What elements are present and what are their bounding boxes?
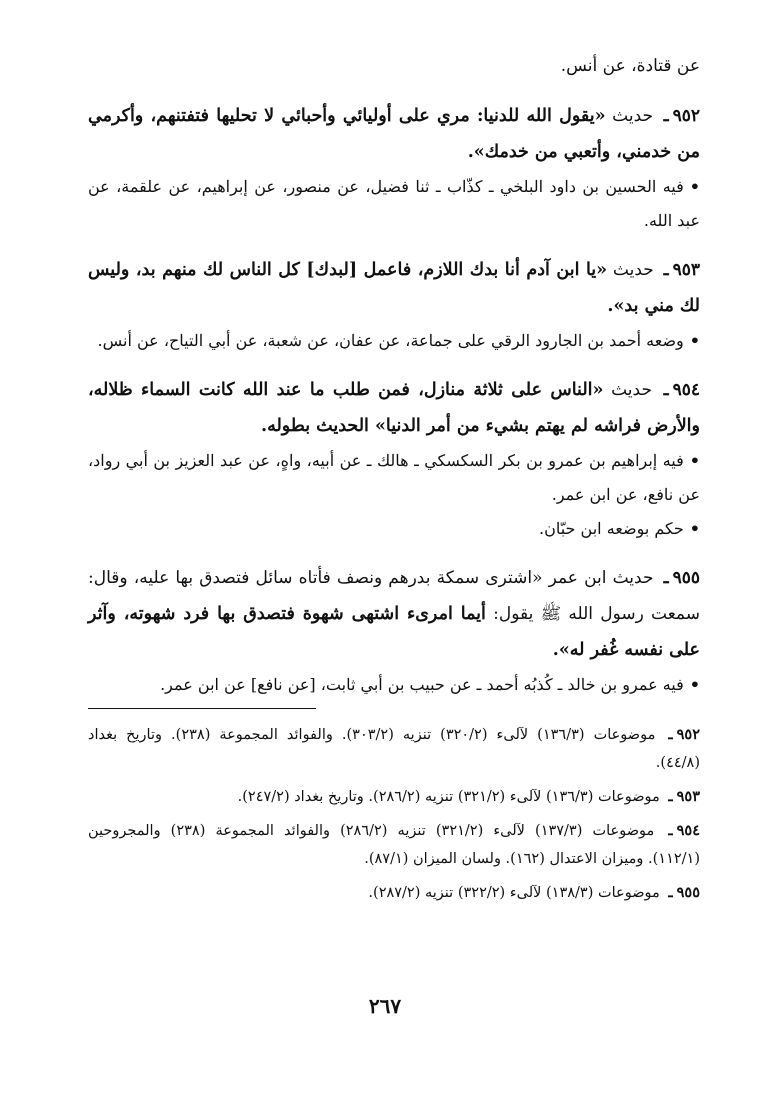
entry-note bbox=[88, 444, 700, 512]
hadith-entry bbox=[88, 252, 700, 324]
footnote-text: موضوعات (١٣٨/٣) لآلىء (٣٢٢/٢) تنزيه (٢٨٧/٢). bbox=[368, 885, 660, 901]
entry-note bbox=[88, 512, 700, 546]
hadith-text: «يا ابن آدم أنا بدك اللازم، فاعمل [لبدك] كل الناس لك منهم بد، وليس لك مني بد». bbox=[88, 260, 700, 316]
footnote-number: ٩٥٢ bbox=[676, 726, 700, 743]
footnote-number: ٩٥٥ bbox=[676, 884, 700, 901]
hadith-text: «يقول الله للدنيا: مري على أوليائي وأحبائي لا تحليها فتفتنهم، وأكرمي من خدمني، وأتعبي من خدمك». bbox=[88, 106, 700, 162]
note-text: فيه إبراهيم بن عمرو بن بكر السكسكي ـ هالك ـ عن أبيه، واهٍ، عن عبد العزيز بن أبي رواد، عن نافع، عن ابن عمر. bbox=[88, 451, 700, 504]
entry-lead: حديث bbox=[612, 106, 654, 126]
bullet-icon: • bbox=[689, 519, 700, 538]
dash: ـ bbox=[668, 884, 673, 901]
footnote-text: موضوعات (١٣٦/٣) لآلىء (٣٢١/٢) تنزيه (٢٨٦/٢). وتاريخ بغداد (٢٤٧/٢). bbox=[237, 789, 660, 805]
dash: ـ bbox=[663, 106, 669, 126]
entry-lead: حديث bbox=[612, 260, 654, 280]
dash: ـ bbox=[663, 568, 669, 588]
hadith-entry bbox=[88, 372, 700, 444]
entry-number: ٩٥٥ bbox=[672, 568, 700, 588]
footnote-text: موضوعات (١٣٧/٣) لآلىء (٣٢١/٢) تنزيه (٢٨٦/٢) والفوائد المجموعة (٢٣٨) والمجروحين (١١٢/١). وميزان الاعتدال (١٦٢). ولسان الميزان (٨٧/١). bbox=[88, 823, 700, 867]
entry-lead: حديث ابن عمر «اشترى سمكة بدرهم ونصف فأتاه سائل فتصدق بها عليه، وقال: سمعت رسول الله ﷺ يقول: bbox=[88, 568, 700, 624]
bullet-icon: • bbox=[689, 331, 700, 350]
entry-note bbox=[88, 668, 700, 702]
entry-number: ٩٥٤ bbox=[672, 380, 700, 400]
dash: ـ bbox=[663, 380, 669, 400]
hadith-entry bbox=[88, 560, 700, 668]
dash: ـ bbox=[668, 822, 673, 839]
note-text: وضعه أحمد بن الجارود الرقي على جماعة، عن عفان، عن شعبة، عن أبي التياح، عن أنس. bbox=[97, 331, 684, 350]
page-number: ٢٦٧ bbox=[368, 994, 402, 1018]
note-text: حكم بوضعه ابن حبّان. bbox=[539, 519, 684, 538]
footnote-divider bbox=[88, 708, 316, 709]
bullet-icon: • bbox=[689, 451, 700, 470]
dash: ـ bbox=[668, 788, 673, 805]
hadith-text: «الناس على ثلاثة منازل، فمن طلب ما عند الله كانت السماء ظلاله، والأرض فراشه لم يهتم بشيء من أمر الدنيا» الحديث بطوله. bbox=[88, 380, 700, 436]
footnote bbox=[88, 879, 700, 907]
footnote-text: موضوعات (١٣٦/٣) لآلىء (٣٢٠/٢) تنزيه (٣٠٣/٢). والفوائد المجموعة (٢٣٨). وتاريخ بغداد (٤٤/٨). bbox=[88, 727, 700, 771]
dash: ـ bbox=[663, 260, 669, 280]
entry-number: ٩٥٣ bbox=[672, 260, 700, 280]
hadith-entry bbox=[88, 98, 700, 170]
bullet-icon: • bbox=[689, 675, 700, 694]
footnotes bbox=[88, 721, 700, 907]
entry-number: ٩٥٢ bbox=[672, 106, 701, 126]
entry-note bbox=[88, 170, 700, 238]
note-text: فيه الحسين بن داود البلخي ـ كذّاب ـ ثنا فضيل، عن منصور، عن إبراهيم، عن علقمة، عن عبد الله. bbox=[88, 177, 700, 230]
intro-line: عن قتادة، عن أنس. bbox=[560, 56, 700, 76]
note-text: فيه عمرو بن خالد ـ كُذبُه أحمد ـ عن حبيب بن أبي ثابت، [عن نافع] عن ابن عمر. bbox=[160, 675, 684, 694]
entry-note bbox=[88, 324, 700, 358]
footnote bbox=[88, 817, 700, 873]
footnote bbox=[88, 783, 700, 811]
footnote-number: ٩٥٣ bbox=[676, 788, 700, 805]
dash: ـ bbox=[668, 726, 673, 743]
footnote-number: ٩٥٤ bbox=[676, 822, 701, 839]
entry-lead: حديث bbox=[611, 380, 652, 400]
hadith-text: أيما امرىء اشتهى شهوة فتصدق بها فرد شهوته، وآثر على نفسه غُفر له». bbox=[88, 604, 700, 660]
footnote bbox=[88, 721, 700, 777]
bullet-icon: • bbox=[689, 177, 700, 196]
